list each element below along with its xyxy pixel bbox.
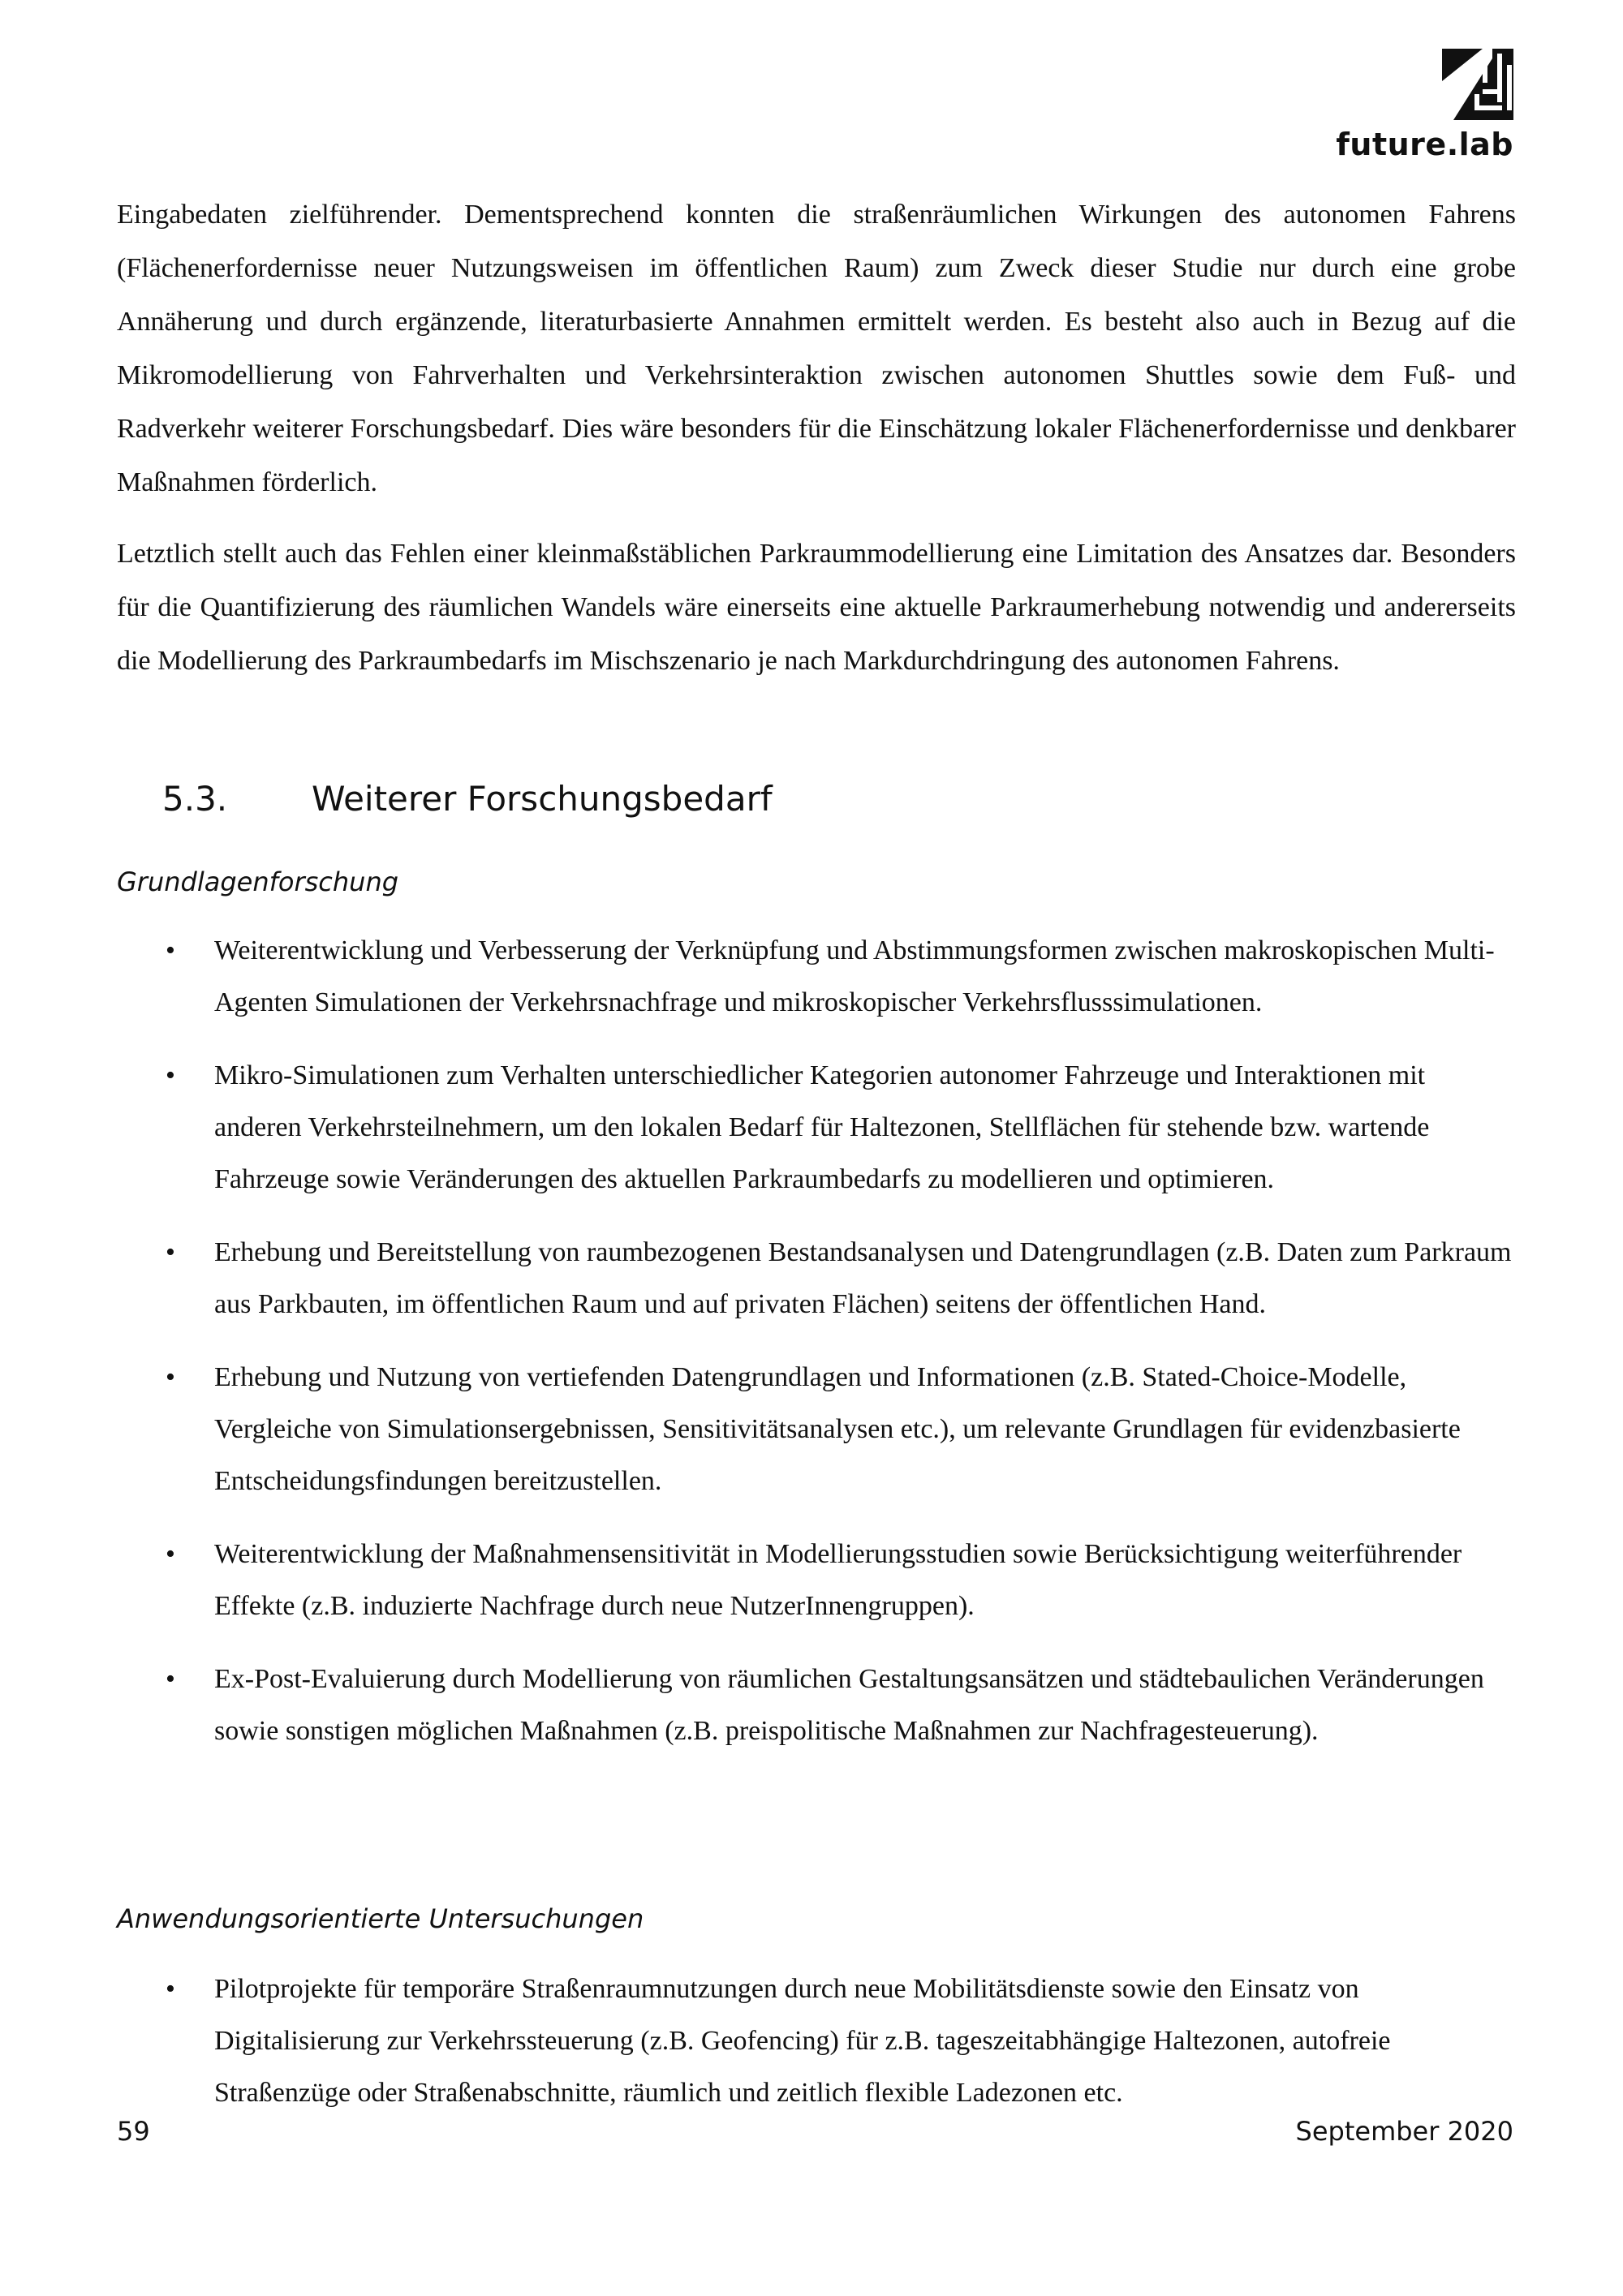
bullet-list	[0, 925, 1623, 1778]
list-item: • Erhebung und Bereitstellung von raumbezogenen Bestandsanalysen und Datengrundlagen (z.B. Daten zum Parkraum aus Parkbauten, im öffentlichen Raum und auf privaten Flächen) seitens der öffentlichen Hand.	[0, 1227, 1519, 1331]
section-number: 5.3.	[162, 779, 228, 819]
subsection-title: Grundlagenforschung	[117, 866, 399, 897]
list-item: • Ex-Post-Evaluierung durch Modellierung von räumlichen Gestaltungsansätzen und städtebaulichen Veränderungen sowie sonstigen möglichen Maßnahmen (z.B. preispolitische Maßnahmen zur Nachfragesteuerung).	[0, 1653, 1519, 1757]
list-item: • Weiterentwicklung und Verbesserung der Verknüpfung und Abstimmungsformen zwischen makroskopischen Multi-Agenten Simulationen der Verkehrsnachfrage und mikroskopischer Verkehrsflusssimulationen.	[0, 925, 1519, 1029]
subsection-title: Anwendungsorientierte Untersuchungen	[117, 1903, 644, 1934]
bullet-marker: •	[166, 1237, 175, 1267]
list-item: • Mikro-Simulationen zum Verhalten unterschiedlicher Kategorien autonomer Fahrzeuge und Interaktionen mit anderen Verkehrsteilnehmern, um den lokalen Bedarf für Haltezonen, Stellflächen für stehende bzw. wartende Fahrzeuge sowie Veränderungen des aktuellen Parkraumbedarfs zu modellieren und optimieren.	[0, 1050, 1519, 1206]
list-item: • Erhebung und Nutzung von vertiefenden Datengrundlagen und Informationen (z.B. Stated-Choice-Modelle, Vergleiche von Simulationsergebnissen, Sensitivitätsanalysen etc.), um relevante Grundlagen für evidenzbasierte Entscheidungsfindungen bereitzustellen.	[0, 1352, 1519, 1507]
footer-date: September 2020	[1295, 2116, 1513, 2147]
paragraph: Letztlich stellt auch das Fehlen einer kleinmaßstäblichen Parkraummodellierung eine Limitation des Ansatzes dar. Besonders für die Quantifizierung des räumlichen Wandels wäre einerseits eine aktuelle Parkraumerhebung notwendig und andererseits die Modellierung des Parkraumbedarfs im Mischszenario je nach Markdurchdringung des autonomen Fahrens.	[117, 539, 1516, 676]
list-item: • Pilotprojekte für temporäre Straßenraumnutzungen durch neue Mobilitätsdienste sowie den Einsatz von Digitalisierung zur Verkehrssteuerung (z.B. Geofencing) für z.B. tageszeitabhängige Haltezonen, autofreie Straßenzüge oder Straßenabschnitte, räumlich und zeitlich flexible Ladezonen etc.	[0, 1963, 1519, 2119]
bullet-marker: •	[166, 1362, 175, 1392]
section-heading	[162, 779, 773, 819]
paragraph: Eingabedaten zielführender. Dementsprechend konnten die straßenräumlichen Wirkungen des autonomen Fahrens (Flächenerfordernisse neuer Nutzungsweisen im öffentlichen Raum) zum Zweck dieser Studie nur durch eine grobe Annäherung und durch ergänzende, literaturbasierte Annahmen ermittelt werden. Es besteht also auch in Bezug auf die Mikromodellierung von Fahrverhalten und Verkehrsinteraktion zwischen autonomen Shuttles sowie dem Fuß- und Radverkehr weiterer Forschungsbedarf. Dies wäre besonders für die Einschätzung lokaler Flächenerfordernisse und denkbarer Maßnahmen förderlich.	[117, 200, 1516, 497]
logo	[1336, 49, 1513, 162]
bullet-marker: •	[166, 1974, 175, 2004]
bullet-list	[0, 1963, 1623, 2140]
section-title: Weiterer Forschungsbedarf	[312, 779, 773, 819]
future-lab-logo-icon	[1442, 49, 1513, 120]
bullet-marker: •	[166, 1539, 175, 1569]
bullet-marker: •	[166, 935, 175, 965]
bullet-marker: •	[166, 1060, 175, 1090]
page-number: 59	[117, 2116, 150, 2147]
list-item: • Weiterentwicklung der Maßnahmensensitivität in Modellierungsstudien sowie Berücksichtigung weiterführender Effekte (z.B. induzierte Nachfrage durch neue NutzerInnengruppen).	[0, 1529, 1519, 1632]
logo-text: future.lab	[1336, 127, 1513, 162]
bullet-marker: •	[166, 1664, 175, 1694]
